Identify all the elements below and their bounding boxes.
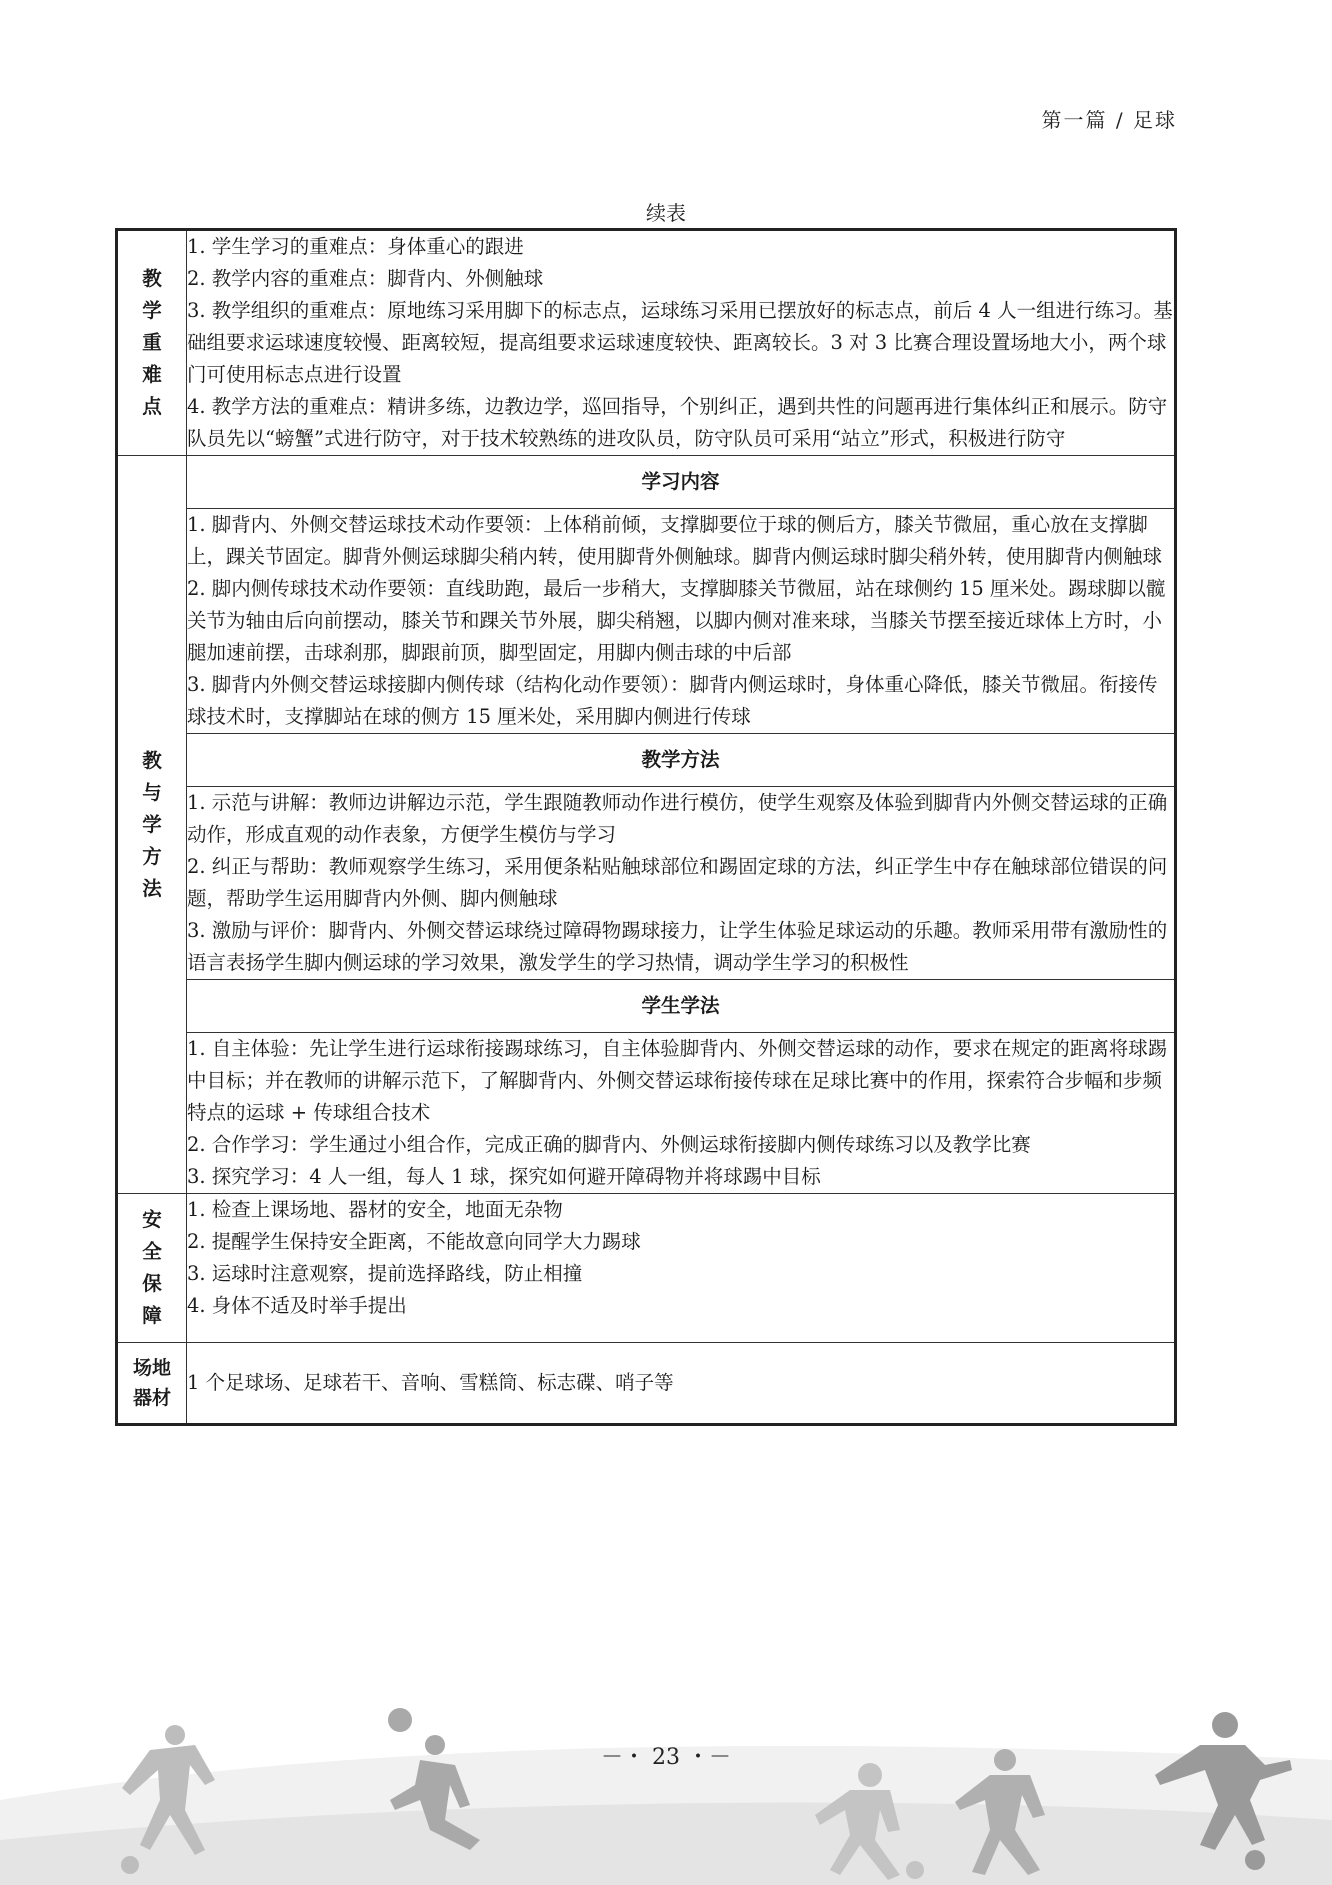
student-line: 2. 合作学习：学生通过小组合作，完成正确的脚背内、外侧运球衔接脚内侧传球练习以及教学比赛	[187, 1133, 1031, 1156]
row-learning-content-heading	[117, 456, 1176, 509]
learning-line: 2. 脚内侧传球技术动作要领：直线助跑，最后一步稍大，支撑脚膝关节微屈，站在球侧约 15 厘米处。踢球脚以髋关节为轴由后向前摆动，膝关节和踝关节外展，脚尖稍翘，以脚内侧对准来球，当膝关节摆至接近球体上方时，小腿加速前摆，击球刹那，脚跟前顶，脚型固定，用脚内侧击球的中后部	[187, 577, 1166, 664]
row-equipment	[117, 1343, 1176, 1425]
safety-line: 1. 检查上课场地、器材的安全，地面无杂物	[187, 1198, 563, 1221]
heading-learning-content: 学习内容	[187, 456, 1176, 509]
running-header: 第一篇 / 足球	[1041, 108, 1177, 132]
row-teaching-method-heading	[117, 734, 1176, 787]
difficulty-line: 4. 教学方法的重难点：精讲多练，边教边学，巡回指导，个别纠正，遇到共性的问题再进行集体纠正和展示。防守队员先以“螃蟹”式进行防守，对于技术较熟练的进攻队员，防守队员可采用“站立”形式，积极进行防守	[187, 395, 1168, 450]
difficulty-line: 1. 学生学习的重难点：身体重心的跟进	[187, 235, 524, 258]
content-student-method	[187, 1033, 1176, 1194]
content-teaching-method	[187, 787, 1176, 980]
table-caption: 续表	[646, 201, 686, 225]
teaching-line: 1. 示范与讲解：教师边讲解边示范，学生跟随教师动作进行模仿，使学生观察及体验到脚背内外侧交替运球的正确动作，形成直观的动作表象，方便学生模仿与学习	[187, 791, 1168, 846]
teaching-line: 2. 纠正与帮助：教师观察学生练习，采用便条粘贴触球部位和踢固定球的方法，纠正学生中存在触球部位错误的问题，帮助学生运用脚背内外侧、脚内侧触球	[187, 855, 1168, 910]
safety-line: 3. 运球时注意观察，提前选择路线，防止相撞	[187, 1262, 583, 1285]
heading-teaching-method: 教学方法	[187, 734, 1176, 787]
row-safety	[117, 1194, 1176, 1343]
learning-line: 3. 脚背内外侧交替运球接脚内侧传球（结构化动作要领）：脚背内侧运球时，身体重心降低，膝关节微屈。衔接传球技术时，支撑脚站在球的侧方 15 厘米处，采用脚内侧进行传球	[187, 673, 1158, 728]
label-methods: 教与学方法	[117, 456, 187, 1194]
equipment-text: 1 个足球场、足球若干、音响、雪糕筒、标志碟、哨子等	[187, 1371, 674, 1394]
safety-line: 4. 身体不适及时举手提出	[187, 1294, 407, 1317]
heading-student-method: 学生学法	[187, 980, 1176, 1033]
learning-line: 1. 脚背内、外侧交替运球技术动作要领：上体稍前倾，支撑脚要位于球的侧后方，膝关节微屈，重心放在支撑脚上，踝关节固定。脚背外侧运球脚尖稍内转，使用脚背外侧触球。脚背内侧运球时脚尖稍外转，使用脚背内侧触球	[187, 513, 1163, 568]
content-equipment	[187, 1343, 1176, 1425]
row-learning-content	[117, 509, 1176, 734]
label-equipment: 场地 器材	[117, 1343, 187, 1425]
row-student-method-heading	[117, 980, 1176, 1033]
row-teaching-method	[117, 787, 1176, 980]
footer-soccer-decoration	[0, 1690, 1332, 1885]
page-number: －・ 23 ・－	[601, 1745, 731, 1770]
content-difficulty	[187, 230, 1176, 456]
lesson-plan-table	[115, 228, 1177, 1426]
safety-line: 2. 提醒学生保持安全距离，不能故意向同学大力踢球	[187, 1230, 641, 1253]
label-safety: 安全保障	[117, 1194, 187, 1343]
row-student-method	[117, 1033, 1176, 1194]
content-learning	[187, 509, 1176, 734]
content-safety	[187, 1194, 1176, 1343]
row-difficulty	[117, 230, 1176, 456]
difficulty-line: 3. 教学组织的重难点：原地练习采用脚下的标志点，运球练习采用已摆放好的标志点，前后 4 人一组进行练习。基础组要求运球速度较慢、距离较短，提高组要求运球速度较快、距离较长。3 对 3 比赛合理设置场地大小，两个球门可使用标志点进行设置	[187, 299, 1173, 386]
difficulty-line: 2. 教学内容的重难点：脚背内、外侧触球	[187, 267, 544, 290]
label-difficulty: 教学重难点	[117, 230, 187, 456]
student-line: 3. 探究学习：4 人一组，每人 1 球，探究如何避开障碍物并将球踢中目标	[187, 1165, 821, 1188]
student-line: 1. 自主体验：先让学生进行运球衔接踢球练习，自主体验脚背内、外侧交替运球的动作，要求在规定的距离将球踢中目标；并在教师的讲解示范下，了解脚背内、外侧交替运球衔接传球在足球比赛中的作用，探索符合步幅和步频特点的运球 + 传球组合技术	[187, 1037, 1168, 1124]
teaching-line: 3. 激励与评价：脚背内、外侧交替运球绕过障碍物踢球接力，让学生体验足球运动的乐趣。教师采用带有激励性的语言表扬学生脚内侧运球的学习效果，激发学生的学习热情，调动学生学习的积极性	[187, 919, 1168, 974]
